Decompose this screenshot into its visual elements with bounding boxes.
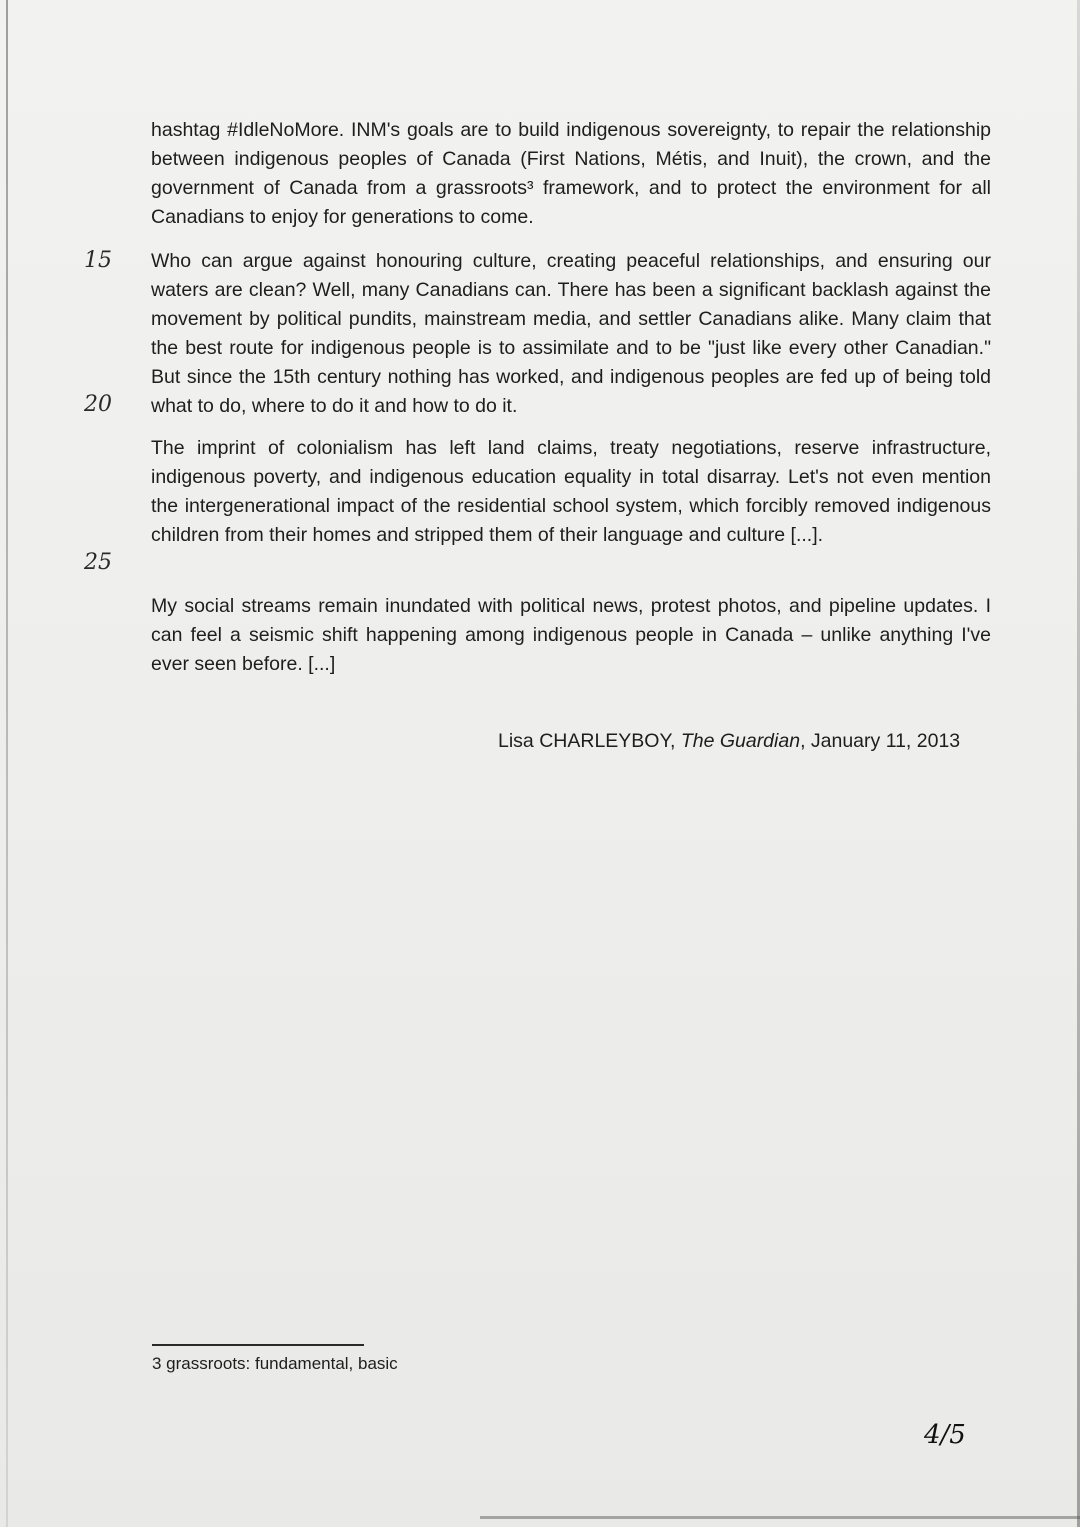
line-number-15: 15 bbox=[84, 248, 112, 273]
paragraph-2: Who can argue against honouring culture, creating peaceful relationships, and ensuring our waters are clean? Well, many Canadians can. There has been a significant backlash against the movement by political pundits, mainstream media, and settler Canadians alike. Many claim that the best route for indigenous people is to assimilate and to be "just like every other Canadian." But since the 15th century nothing has worked, and indigenous peoples are fed up of being told what to do, where to do it and how to do it. bbox=[151, 250, 991, 417]
line-number-20: 20 bbox=[84, 392, 112, 417]
paragraph-4: My social streams remain inundated with political news, protest photos, and pipeline updates. I can feel a seismic shift happening among indigenous people in Canada – unlike anything I've ever seen before. [...] bbox=[151, 595, 991, 675]
article-attribution bbox=[498, 730, 960, 753]
footnote: 3 grassroots: fundamental, basic bbox=[152, 1354, 398, 1373]
paragraph-1: hashtag #IdleNoMore. INM's goals are to build indigenous sovereignty, to repair the relationship between indigenous peoples of Canada (First Nations, Métis, and Inuit), the crown, and the government of Canada from a grassroots³ framework, and to protect the environment for all Canadians to enjoy for generations to come. bbox=[151, 119, 991, 228]
paper-left-edge bbox=[6, 0, 8, 1527]
footnote-divider bbox=[152, 1344, 364, 1346]
attribution-date: , January 11, 2013 bbox=[800, 730, 961, 752]
paragraph-3: The imprint of colonialism has left land claims, treaty negotiations, reserve infrastructure, indigenous poverty, and indigenous education equality in total disarray. Let's not even mention the intergenerational impact of the residential school system, which forcibly removed indigenous children from their homes and stripped them of their language and culture [...]. bbox=[151, 437, 991, 546]
line-number-25: 25 bbox=[84, 550, 112, 575]
page-number: 4/5 bbox=[924, 1420, 966, 1450]
paper-bottom-edge bbox=[480, 1516, 1080, 1519]
attribution-author: Lisa CHARLEYBOY, bbox=[498, 730, 681, 752]
attribution-publication: The Guardian bbox=[680, 730, 801, 752]
